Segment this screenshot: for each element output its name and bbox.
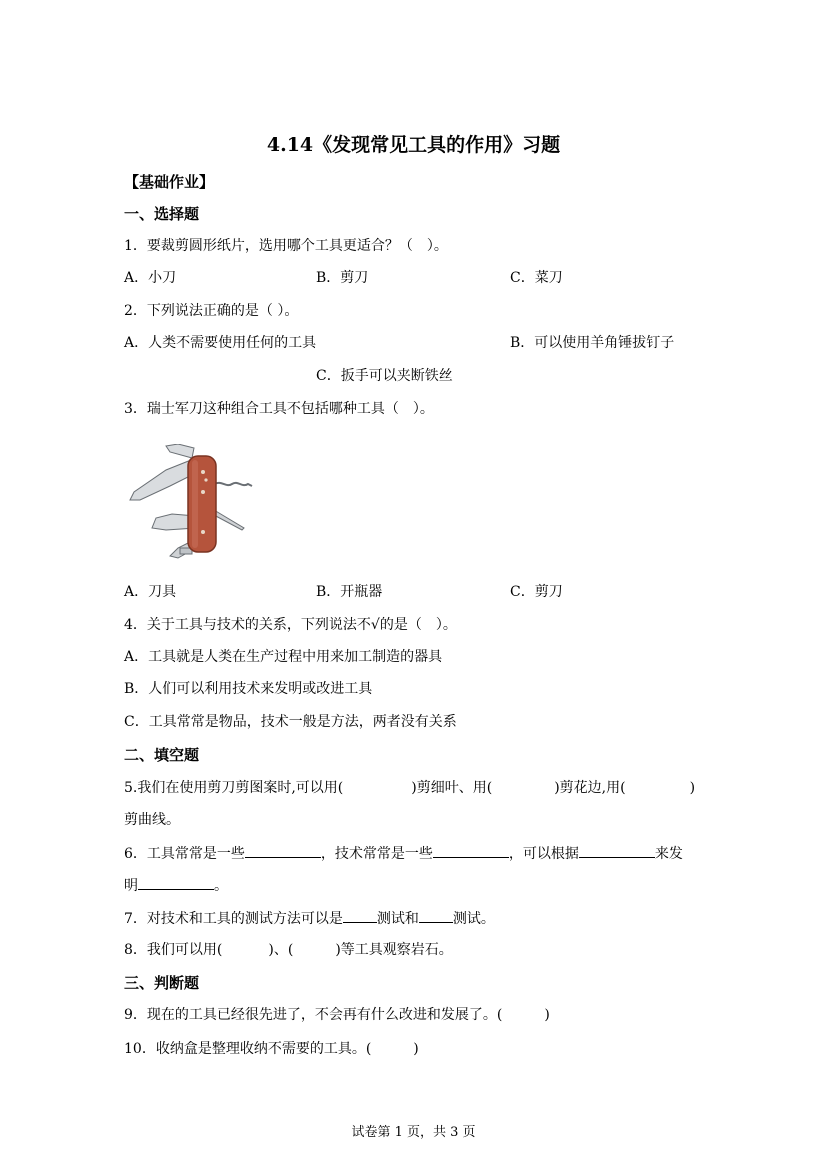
- question-10-text-1: 10．收纳盒是整理收纳不需要的工具。(: [124, 1041, 372, 1057]
- question-8-text-1: 8．我们可以用(: [124, 942, 223, 958]
- question-10-text-2: ): [413, 1041, 419, 1057]
- section-basic-heading: 【基础作业】: [124, 173, 215, 191]
- swiss-army-knife-image: [126, 444, 260, 562]
- question-7-blank-2[interactable]: [419, 908, 453, 923]
- question-7-text-3: 测试。: [452, 911, 495, 927]
- question-2-option-a: A．人类不需要使用任何的工具: [124, 335, 317, 351]
- question-5-line-1: [124, 778, 695, 798]
- question-6-text-5: 明: [124, 878, 138, 894]
- question-7-text-1: 7．对技术和工具的测试方法可以是: [124, 911, 343, 927]
- question-5-text-5: 剪曲线。: [124, 812, 180, 828]
- question-2-option-c: C．扳手可以夹断铁丝: [316, 368, 453, 384]
- question-6-text-6: 。: [214, 878, 228, 894]
- question-2-option-b: B．可以使用羊角锤拔钉子: [510, 335, 675, 351]
- question-6-text-3: ，可以根据: [508, 846, 579, 862]
- question-4-option-a: A．工具就是人类在生产过程中用来加工制造的器具: [124, 649, 443, 665]
- question-3-option-a: A．刀具: [124, 584, 177, 600]
- question-6-text-1: 6．工具常常是一些: [124, 846, 245, 862]
- question-1-option-a: A．小刀: [124, 270, 177, 286]
- section-choice-heading: 一、选择题: [124, 205, 200, 223]
- page-title: 4.14《发现常见工具的作用》习题: [266, 134, 561, 156]
- section-fill-heading: 二、填空题: [124, 746, 200, 764]
- question-6-blank-2[interactable]: [433, 843, 509, 858]
- question-5-text-1: 5.我们在使用剪刀剪图案时,可以用(: [124, 780, 344, 796]
- question-10-line: [124, 1039, 419, 1059]
- question-4-option-b: B．人们可以利用技术来发明或改进工具: [124, 681, 373, 697]
- question-1-option-c: C．菜刀: [510, 270, 563, 286]
- question-9-text-2: ): [544, 1007, 550, 1023]
- question-6-blank-3[interactable]: [579, 843, 655, 858]
- question-7-blank-1[interactable]: [343, 908, 377, 923]
- question-8-line: [124, 940, 453, 960]
- question-6-text-2: ，技术常常是一些: [320, 846, 433, 862]
- question-3-stem: 3．瑞士军刀这种组合工具不包括哪种工具（ ）。: [124, 401, 434, 417]
- question-9-line: [124, 1005, 550, 1025]
- question-7-text-2: 测试和: [376, 911, 419, 927]
- question-8-text-2: )、(: [268, 942, 294, 958]
- question-1-stem: 1．要裁剪圆形纸片，选用哪个工具更适合？（ ）。: [124, 238, 448, 254]
- question-3-option-c: C．剪刀: [510, 584, 563, 600]
- question-6-text-4: 来发: [654, 846, 683, 862]
- question-1-option-b: B．剪刀: [316, 270, 369, 286]
- question-6-line-1: [124, 843, 683, 864]
- question-5-text-2: )剪细叶、用(: [411, 780, 493, 796]
- question-2-stem: 2．下列说法正确的是（ ）。: [124, 303, 299, 319]
- question-9-text-1: 9．现在的工具已经很先进了，不会再有什么改进和发展了。(: [124, 1007, 503, 1023]
- question-4-option-c: C．工具常常是物品，技术一般是方法，两者没有关系: [124, 714, 457, 730]
- question-6-line-2: [124, 875, 228, 896]
- question-5-text-3: )剪花边,用(: [554, 780, 626, 796]
- question-6-blank-1[interactable]: [245, 843, 321, 858]
- question-6-blank-4[interactable]: [138, 875, 214, 890]
- question-3-option-b: B．开瓶器: [316, 584, 383, 600]
- question-5-text-4: ): [689, 780, 696, 796]
- question-7-line: [124, 908, 495, 929]
- section-judge-heading: 三、判断题: [124, 974, 200, 992]
- question-4-stem: 4．关于工具与技术的关系，下列说法不√的是（ ）。: [124, 617, 457, 633]
- question-8-text-3: )等工具观察岩石。: [335, 942, 453, 958]
- page-footer: 试卷第 1 页，共 3 页: [351, 1125, 476, 1140]
